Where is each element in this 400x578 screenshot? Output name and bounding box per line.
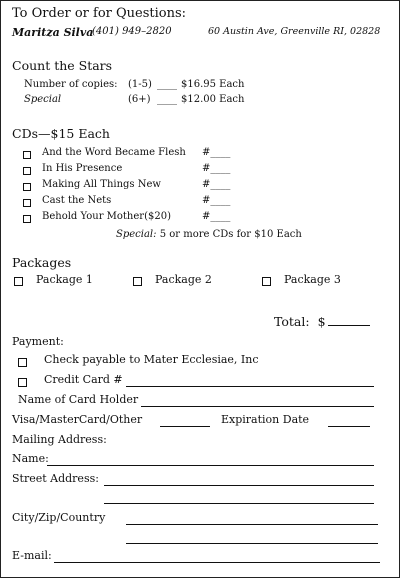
stars-special-price: $12.00 Each xyxy=(181,94,245,105)
expiration-line[interactable] xyxy=(328,426,370,427)
card-type-label: Visa/MasterCard/Other xyxy=(12,413,143,426)
cd-qty[interactable]: #____ xyxy=(202,211,231,222)
packages-heading: Packages xyxy=(12,255,72,270)
card-holder-line[interactable] xyxy=(141,406,374,407)
card-type-line[interactable] xyxy=(160,426,210,427)
package-label: Package 2 xyxy=(155,273,212,286)
email-line[interactable] xyxy=(54,562,380,563)
stars-copies-blank[interactable]: ____ xyxy=(157,79,177,90)
street-line-2[interactable] xyxy=(104,503,374,504)
total-blank[interactable] xyxy=(328,325,370,326)
city-line[interactable] xyxy=(126,524,378,525)
cd-title: In His Presence xyxy=(42,163,123,174)
name-label: Name: xyxy=(12,452,49,465)
package-label: Package 1 xyxy=(36,273,93,286)
payment-card-label: Credit Card # xyxy=(44,373,123,386)
payment-checkbox[interactable] xyxy=(18,378,27,387)
payment-check-label: Check payable to Mater Ecclesiae, Inc xyxy=(44,353,259,366)
cd-title: Cast the Nets xyxy=(42,195,112,206)
cd-checkbox[interactable] xyxy=(23,183,31,191)
payment-checkbox[interactable] xyxy=(18,358,27,367)
cd-qty[interactable]: #____ xyxy=(202,179,231,190)
email-label: E-mail: xyxy=(12,549,52,562)
cd-qty[interactable]: #____ xyxy=(202,195,231,206)
cd-checkbox[interactable] xyxy=(23,151,31,159)
card-number-line[interactable] xyxy=(126,386,374,387)
stars-special-label: Special xyxy=(24,94,62,105)
cd-qty[interactable]: #____ xyxy=(202,147,231,158)
cd-special-note xyxy=(116,229,302,240)
package-checkbox[interactable] xyxy=(14,277,23,286)
package-label: Package 3 xyxy=(284,273,341,286)
package-checkbox[interactable] xyxy=(262,277,271,286)
stars-special-blank[interactable]: ____ xyxy=(157,94,177,105)
contact-address: 60 Austin Ave, Greenville RI, 02828 xyxy=(208,26,381,37)
street-line[interactable] xyxy=(104,485,374,486)
total-label: Total: xyxy=(274,314,310,329)
city-label: City/Zip/Country xyxy=(12,511,106,524)
cd-checkbox[interactable] xyxy=(23,167,31,175)
form-title: To Order or for Questions: xyxy=(12,6,187,21)
card-holder-label: Name of Card Holder xyxy=(18,393,139,406)
cd-title: Making All Things New xyxy=(42,179,161,190)
stars-special-qty: (6+) xyxy=(128,94,151,105)
cd-title: And the Word Became Flesh xyxy=(42,147,186,158)
contact-phone: (401) 949–2820 xyxy=(92,26,172,37)
cd-special-label: Special: xyxy=(116,229,157,240)
mailing-heading: Mailing Address: xyxy=(12,433,107,446)
payment-heading: Payment: xyxy=(12,335,64,348)
cd-checkbox[interactable] xyxy=(23,199,31,207)
stars-copies-price: $16.95 Each xyxy=(181,79,245,90)
city-line-2[interactable] xyxy=(126,543,378,544)
contact-name: Maritza Silva xyxy=(12,26,94,39)
cd-checkbox[interactable] xyxy=(23,215,31,223)
street-label: Street Address: xyxy=(12,472,99,485)
stars-copies-label: Number of copies: xyxy=(24,79,118,90)
expiration-label: Expiration Date xyxy=(221,413,310,426)
stars-heading: Count the Stars xyxy=(12,58,113,73)
cd-special-text: 5 or more CDs for $10 Each xyxy=(159,229,302,240)
package-checkbox[interactable] xyxy=(133,277,142,286)
name-line[interactable] xyxy=(47,465,374,466)
total-field xyxy=(274,314,370,329)
total-currency: $ xyxy=(317,314,326,329)
stars-copies-qty: (1-5) xyxy=(128,79,152,90)
cds-heading: CDs—$15 Each xyxy=(12,126,110,141)
cd-qty[interactable]: #____ xyxy=(202,163,231,174)
cd-title: Behold Your Mother($20) xyxy=(42,211,171,222)
